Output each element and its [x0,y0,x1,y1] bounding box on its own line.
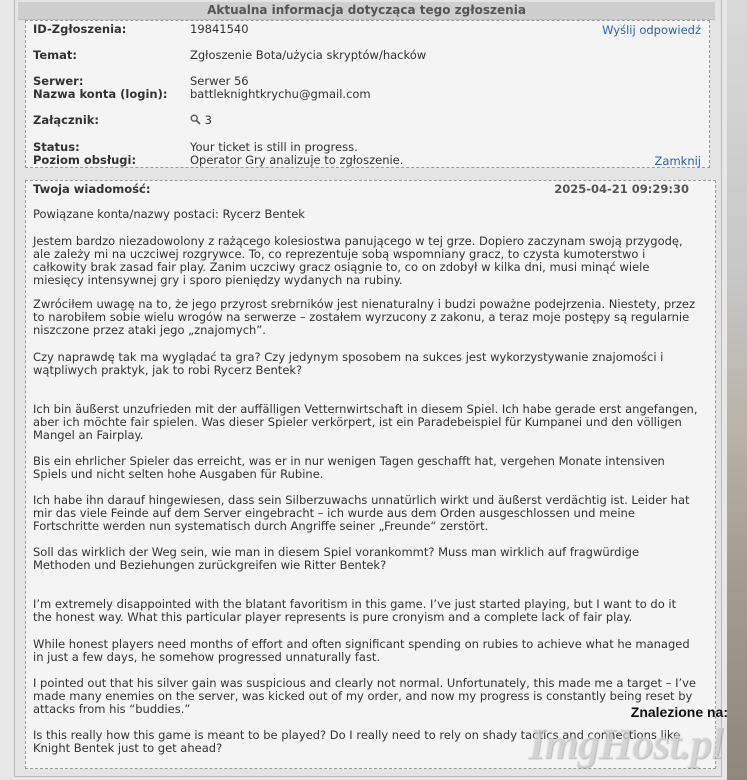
attachment-count[interactable]: 3 [204,113,212,127]
message-title: Twoja wiadomość: [33,182,151,196]
level-row [33,153,404,167]
attachment-value[interactable] [190,114,212,127]
topic-value: Zgłoszenie Bota/użycia skryptów/hacków [190,48,427,62]
server-value: Serwer 56 [190,74,249,88]
message-paragraph: Soll das wirklich der Weg sein, wie man in diesem Spiel vorankommt? Muss man wirklich auf fragwürdige Methoden und Beziehungen zurückgreifen wie Ritter Bentek? [33,545,640,572]
watermark-label: Znalezione na: [630,704,728,720]
message-paragraph: Powiązane konta/nazwy postaci: Rycerz Bentek [33,207,305,221]
account-value: battleknightkrychu@gmail.com [190,87,371,101]
magnifier-icon[interactable] [190,114,201,125]
message-paragraph: I’m extremely disappointed with the blatant favoritism in this game. I’ve just started playing, but I want to do it the honest way. What this particular player represents is pure cronyism and a complete lack of fair play. [33,597,677,624]
watermark-logo: ImgHost.pl [527,719,722,768]
attachment-label: Załącznik: [33,113,100,127]
message-paragraph: While honest players need months of effort and often significant spending on rubies to achieve what he managed in just a few days, he somehow progressed unnaturally fast. [33,637,690,664]
imghost-watermark [520,704,740,774]
ticket-id-row [33,22,249,36]
attachment-row [33,113,212,127]
send-reply-link[interactable]: Wyślij odpowiedź [602,23,701,37]
server-label: Serwer: [33,74,84,88]
message-paragraph: Ich habe ihn darauf hingewiesen, dass sein Silberzuwachs unnatürlich wirkt und äußerst verdächtig ist. Leider hat mir das viele Feinde auf dem Server eingebracht – ich wurde aus dem Orden ausgeschlossen und meine Fortschritte werden nun systematisch durch Angriffe seiner „Freunde“ zerstört. [33,493,690,533]
topic-row [33,48,427,62]
message-date: 2025-04-21 09:29:30 [554,182,689,196]
message-paragraph: Bis ein ehrlicher Spieler das erreicht, was er in nur wenigen Tagen geschafft hat, vergehen Monate intensiven Spiels und nicht selten hohe Ausgaben für Rubine. [33,454,665,481]
message-paragraph: I pointed out that his silver gain was suspicious and clearly not normal. Unfortunately, this made me a target – I’ve made many enemies on the server, was kicked out of my order, and now my progress is constantly being reset by attacks from his “buddies.” [33,676,696,716]
account-row [33,87,371,101]
message-box [25,180,716,769]
level-label: Poziom obsługi: [33,153,137,167]
status-value: Your ticket is still in progress. [190,140,358,154]
message-paragraph: Is this really how this game is meant to be played? Do I really need to rely on shady tactics and connections like Knight Bentek just to get ahead? [33,728,681,755]
ticket-id-value: 19841540 [190,22,249,36]
status-label: Status: [33,140,80,154]
close-ticket-link[interactable]: Zamknij [654,154,701,168]
panel-header: Aktualna informacja dotycząca tego zgłoszenia [18,2,715,20]
message-paragraph: Jestem bardzo niezadowolony z rażącego kolesiostwa panującego w tej grze. Dopiero zaczynam swoją przygodę, ale zależy mi na uczciwej rozgrywce. To, co reprezentuje sobą wspomniany gracz, to czysta kumoterstwo i całkowity brak zasad fair play. Zanim uczciwy gracz osiągnie to, co on zdobył w kilka dni, musi minąć wiele miesięcy intensywnej gry i sporo pieniędzy wydanych na rubiny. [33,234,683,287]
message-paragraph: Zwróciłem uwagę na to, że jego przyrost srebrników jest nienaturalny i budzi poważne podejrzenia. Niestety, przez to narobiłem sobie wielu wrogów na serwerze – zostałem wyrzucony z zakonu, a teraz moje postępy są regularnie niszczone przez ataki jego „znajomych”. [33,297,696,337]
message-paragraph: Ich bin äußerst unzufrieden mit der auffälligen Vetternwirtschaft in diesem Spiel. Ich habe gerade erst angefangen, aber ich möchte fair spielen. Was dieser Spieler verkörpert, ist ein Paradebeispiel für Kumpanei und den völligen Mangel an Fairplay. [33,402,698,442]
level-value: Operator Gry analizuje to zgłoszenie. [190,153,404,167]
ticket-id-label: ID-Zgłoszenia: [33,22,127,36]
background-decoration [727,0,747,780]
account-label: Nazwa konta (login): [33,87,168,101]
message-paragraph: Czy naprawdę tak ma wyglądać ta gra? Czy jedynym sposobem na sukces jest wykorzystywanie znajomości i wątpliwych praktyk, jak to robi Rycerz Bentek? [33,350,664,377]
topic-label: Temat: [33,48,77,62]
ticket-info-box [25,20,710,168]
